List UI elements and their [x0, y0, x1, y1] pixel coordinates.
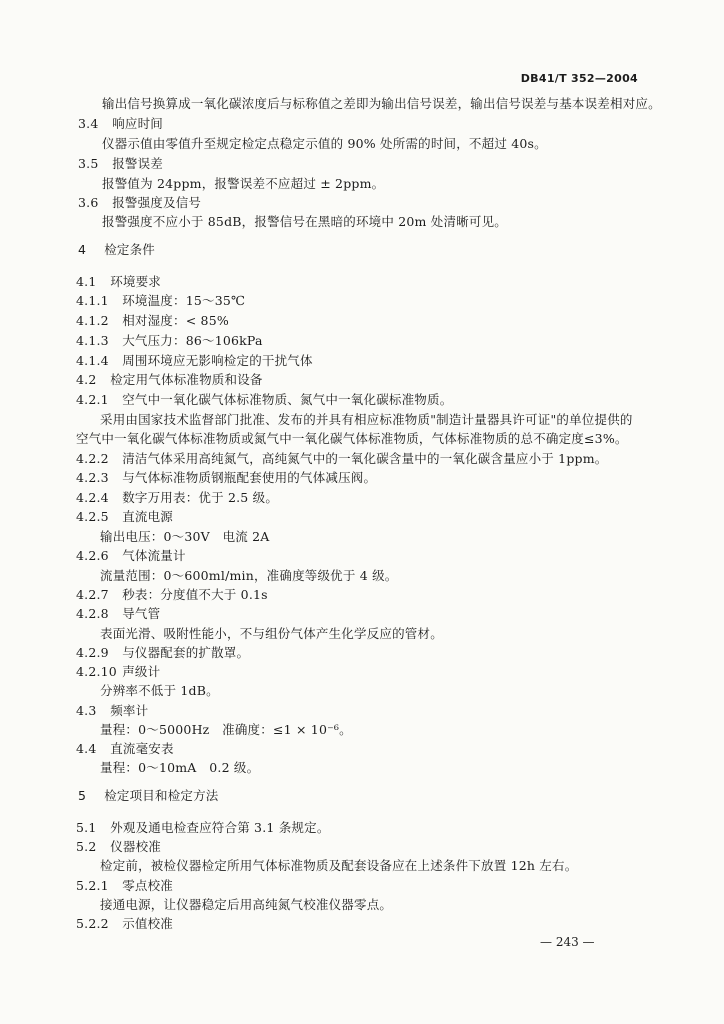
clause-text: 相对湿度：< 85% — [122, 313, 229, 328]
clause-text: 数字万用表：优于 2.5 级。 — [122, 490, 279, 505]
chapter-number: 4 — [78, 242, 87, 257]
section-heading — [78, 195, 201, 211]
paragraph-line — [102, 96, 661, 112]
clause-number: 4.2.1 — [76, 392, 109, 407]
line-text: 空气中一氧化碳气体标准物质或氮气中一氧化碳气体标准物质，气体标准物质的总不确定度≤3%。 — [76, 431, 628, 446]
chapter-heading — [78, 788, 219, 804]
paragraph-line — [102, 214, 507, 230]
section-title: 频率计 — [110, 703, 149, 718]
section-title: 报警强度及信号 — [112, 195, 202, 210]
clause-text: 与气体标准物质钢瓶配套使用的气体减压阀。 — [122, 470, 377, 485]
section-title: 环境要求 — [110, 274, 161, 289]
line-text: 流量范围：0～600ml/min，准确度等级优于 4 级。 — [100, 568, 398, 583]
clause-number: 4.1.1 — [76, 293, 109, 308]
section-title: 外观及通电检查应符合第 3.1 条规定。 — [110, 820, 330, 835]
line-text: 表面光滑、吸附性能小，不与组份气体产生化学反应的管材。 — [100, 626, 443, 641]
line-text: 量程：0～5000Hz 准确度：≤1 × 10⁻⁶。 — [100, 722, 352, 737]
section-number: 4.3 — [76, 703, 97, 718]
line-text: 分辨率不低于 1dB。 — [100, 683, 219, 698]
line-text: 输出信号换算成一氧化碳浓度后与标称值之差即为输出信号误差，输出信号误差与基本误差相对应。 — [102, 96, 661, 111]
clause-text: 环境温度：15～35℃ — [122, 293, 246, 308]
page-number: — 243 — — [540, 935, 595, 949]
clause-line — [76, 490, 278, 506]
section-heading — [76, 820, 330, 836]
clause-text: 直流电源 — [122, 509, 173, 524]
clause-number: 4.2.5 — [76, 509, 109, 524]
section-number: 3.6 — [78, 195, 99, 210]
clause-line — [76, 293, 245, 309]
line-text: 量程：0～10mA 0.2 级。 — [100, 760, 260, 775]
section-title: 直流毫安表 — [110, 741, 174, 756]
line-text: 检定前，被检仪器检定所用气体标准物质及配套设备应在上述条件下放置 12h 左右。 — [100, 858, 578, 873]
section-heading — [76, 839, 161, 855]
chapter-title: 检定项目和检定方法 — [104, 788, 219, 803]
clause-text: 空气中一氧化碳气体标准物质、氮气中一氧化碳标准物质。 — [122, 392, 453, 407]
clause-line — [76, 606, 160, 622]
paragraph-line — [100, 529, 270, 545]
section-number: 4.4 — [76, 741, 97, 756]
section-title: 响应时间 — [112, 116, 163, 131]
section-heading — [76, 372, 263, 388]
line-text: 接通电源，让仪器稳定后用高纯氮气校准仪器零点。 — [100, 897, 393, 912]
clause-text: 示值校准 — [122, 916, 173, 931]
clause-number: 4.2.8 — [76, 606, 109, 621]
clause-text: 声级计 — [122, 664, 161, 679]
clause-line — [76, 878, 173, 894]
line-text: 输出电压：0～30V 电流 2A — [100, 529, 270, 544]
clause-text: 大气压力：86～106kPa — [122, 333, 263, 348]
clause-number: 4.2.9 — [76, 645, 109, 660]
clause-number: 4.1.2 — [76, 313, 109, 328]
section-number: 3.4 — [78, 116, 99, 131]
section-title: 报警误差 — [112, 156, 163, 171]
clause-line — [76, 313, 229, 329]
clause-line — [76, 548, 186, 564]
paragraph-line — [100, 568, 397, 584]
clause-number: 4.2.10 — [76, 664, 117, 679]
paragraph-line — [100, 412, 633, 428]
clause-line — [76, 333, 263, 349]
section-number: 4.1 — [76, 274, 97, 289]
section-heading — [76, 703, 148, 719]
line-text: 采用由国家技术监督部门批准、发布的并具有相应标准物质"制造计量器具许可证"的单位提供的 — [100, 412, 633, 427]
section-title: 检定用气体标准物质和设备 — [110, 372, 263, 387]
clause-number: 4.1.4 — [76, 353, 109, 368]
chapter-title: 检定条件 — [104, 242, 155, 257]
line-text: 仪器示值由零值升至规定检定点稳定示值的 90% 处所需的时间，不超过 40s。 — [102, 136, 547, 151]
paragraph-line — [100, 683, 219, 699]
clause-number: 4.2.4 — [76, 490, 109, 505]
clause-line — [76, 353, 313, 369]
paragraph-line — [100, 626, 443, 642]
clause-line — [76, 916, 173, 932]
section-heading — [78, 116, 163, 132]
clause-number: 4.2.7 — [76, 587, 109, 602]
paragraph-line — [102, 176, 384, 192]
clause-number: 4.1.3 — [76, 333, 109, 348]
paragraph-line — [100, 858, 577, 874]
line-text: 报警强度不应小于 85dB，报警信号在黑暗的环境中 20m 处清晰可见。 — [102, 214, 507, 229]
clause-line — [76, 451, 607, 467]
clause-line — [76, 392, 452, 408]
paragraph-line — [100, 897, 392, 913]
clause-line — [76, 587, 268, 603]
paragraph-line — [100, 760, 259, 776]
clause-text: 气体流量计 — [122, 548, 186, 563]
clause-text: 导气管 — [122, 606, 161, 621]
clause-line — [76, 470, 376, 486]
section-number: 5.1 — [76, 820, 97, 835]
clause-number: 4.2.3 — [76, 470, 109, 485]
chapter-number: 5 — [78, 788, 87, 803]
section-heading — [76, 741, 174, 757]
clause-line — [76, 645, 249, 661]
section-number: 3.5 — [78, 156, 99, 171]
clause-number: 5.2.1 — [76, 878, 109, 893]
clause-line — [76, 509, 173, 525]
clause-text: 清洁气体采用高纯氮气，高纯氮气中的一氧化碳含量中的一氧化碳含量应小于 1ppm。 — [122, 451, 608, 466]
clause-number: 4.2.6 — [76, 548, 109, 563]
clause-text: 零点校准 — [122, 878, 173, 893]
paragraph-line — [76, 431, 628, 447]
clause-text: 与仪器配套的扩散罩。 — [122, 645, 250, 660]
clause-text: 秒表：分度值不大于 0.1s — [122, 587, 268, 602]
clause-number: 5.2.2 — [76, 916, 109, 931]
paragraph-line — [102, 136, 547, 152]
section-title: 仪器校准 — [110, 839, 161, 854]
section-heading — [78, 156, 163, 172]
clause-number: 4.2.2 — [76, 451, 109, 466]
chapter-heading — [78, 242, 155, 258]
section-heading — [76, 274, 161, 290]
line-text: 报警值为 24ppm，报警误差不应超过 ± 2ppm。 — [102, 176, 385, 191]
section-number: 4.2 — [76, 372, 97, 387]
clause-text: 周围环境应无影响检定的干扰气体 — [122, 353, 313, 368]
standard-code-header: DB41/T 352—2004 — [520, 72, 638, 85]
section-number: 5.2 — [76, 839, 97, 854]
paragraph-line — [100, 722, 352, 738]
clause-line — [76, 664, 160, 680]
